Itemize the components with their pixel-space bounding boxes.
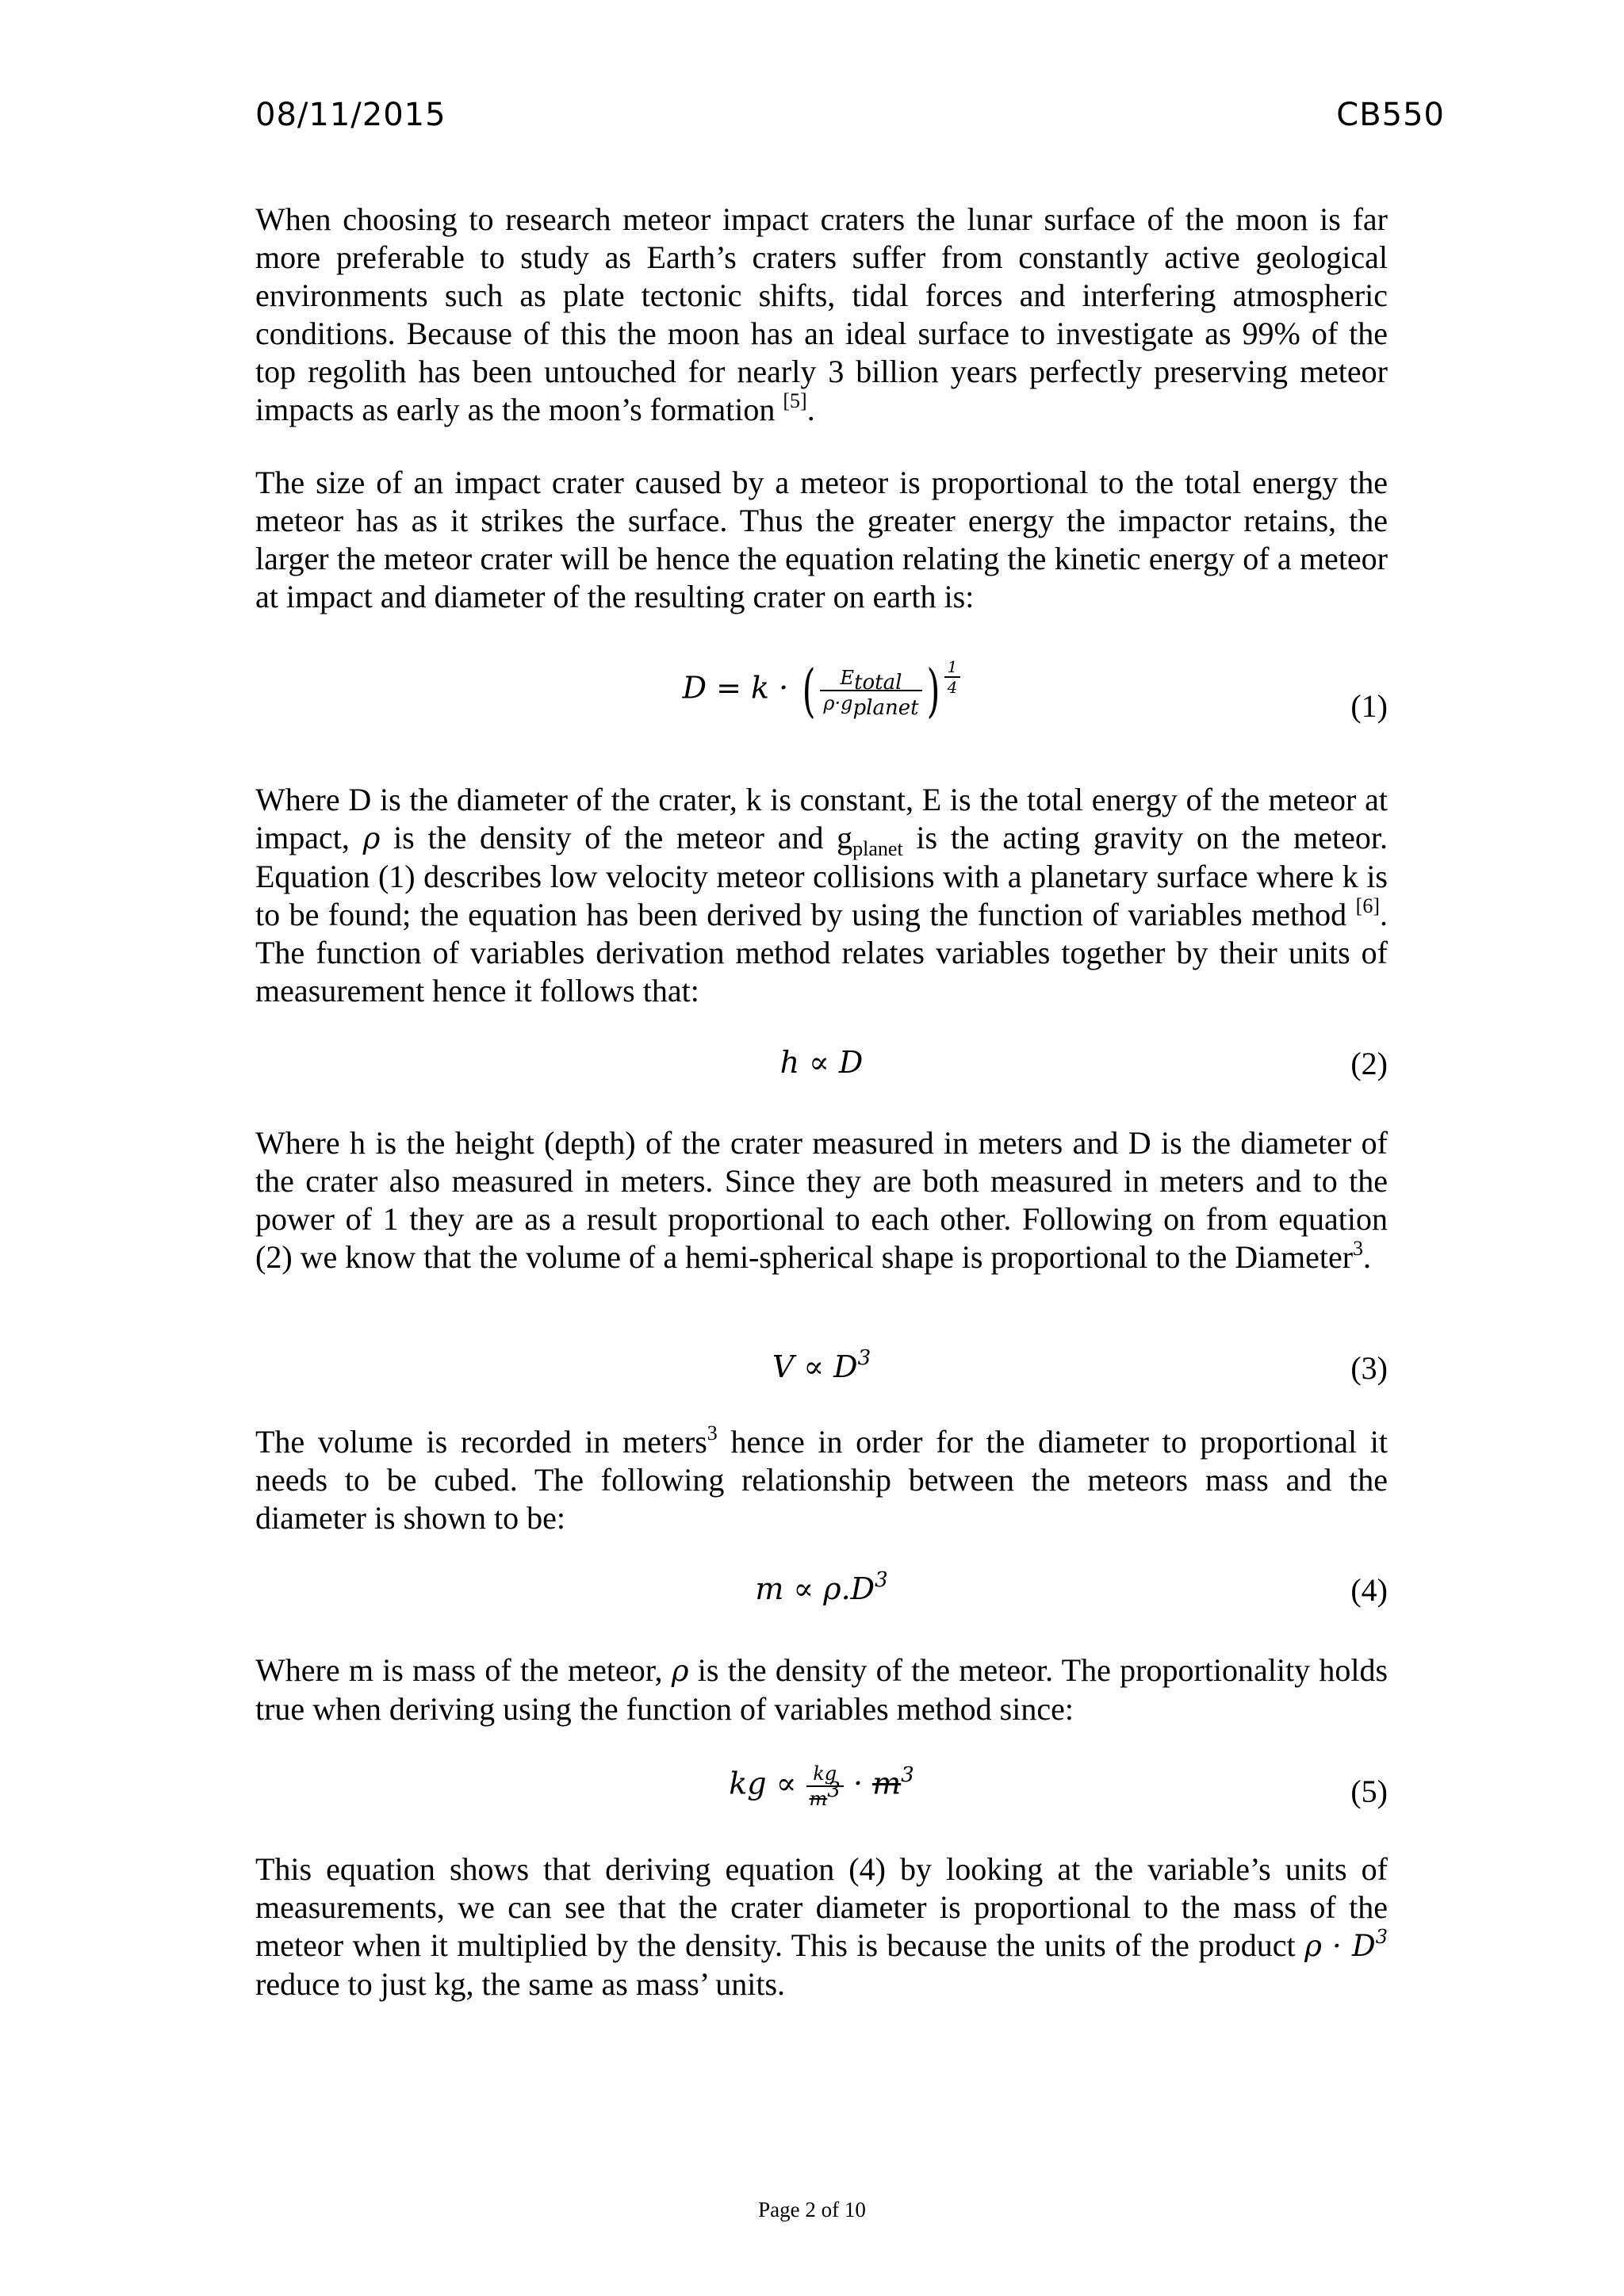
equation-1-close-paren: ) — [926, 657, 940, 724]
rho-symbol: ρ — [671, 1654, 689, 1688]
equation-1-numerator-sub: total — [854, 670, 902, 695]
equation-1-lhs: D = k · — [682, 670, 789, 706]
header-course-code: CB550 — [1336, 97, 1445, 133]
equation-3-body — [255, 1346, 1388, 1384]
equation-5-rhs: m — [872, 1766, 902, 1801]
paragraph-7-math: ρ · D — [1304, 1929, 1376, 1963]
equation-4-sup: 3 — [875, 1568, 888, 1593]
paragraph-1-end: . — [806, 392, 815, 427]
paragraph-7-text-a: This equation shows that deriving equation (4) by looking at the variable’s units of measurements, we can see that the crater diameter is proportional to the mass of the meteor when it multiplied by the density. This is because the units of the product — [255, 1851, 1388, 1963]
paragraph-5-text-a: The volume is recorded in meters — [255, 1424, 707, 1460]
equation-1-exponent — [944, 657, 961, 697]
paragraph-4 — [255, 1124, 1388, 1276]
paragraph-1-text: When choosing to research meteor impact craters the lunar surface of the moon is far more preferable to study as Earth’s craters suffer from constantly active geological environments such as plate tectonic shifts, tidal forces and interfering atmospheric conditions. Because of this the moon has an ideal surface to investigate as 99% of the top regolith has been untouched for nearly 3 billion years perfectly preserving meteor impacts as early as the moon’s formation — [255, 201, 1388, 427]
equation-4-body — [255, 1568, 1388, 1606]
equation-2-body: h ∝ D — [779, 1045, 864, 1080]
equation-1 — [255, 657, 1388, 757]
equation-1-body — [255, 657, 1388, 724]
equation-5 — [255, 1762, 1388, 1833]
paragraph-5 — [255, 1423, 1388, 1537]
equation-3-expr: V ∝ D — [772, 1349, 858, 1384]
paragraph-3-text-a: Where D is the diameter of the crater, k is constant, E is the total energy of the meteor at impact, — [255, 782, 1388, 855]
citation-6: [6] — [1355, 894, 1380, 917]
equation-5-rhs-sup: 3 — [901, 1762, 914, 1787]
paragraph-2 — [255, 464, 1388, 616]
equation-4 — [255, 1568, 1388, 1619]
paragraph-3-text-c: is the acting gravity on the meteor. Equation (1) describes low velocity meteor collisions with a planetary surface where k is to be found; the equation has been derived by using the function of variables method — [255, 820, 1388, 932]
equation-2-number: (2) — [1350, 1046, 1388, 1081]
paragraph-4-text: Where h is the height (depth) of the crater measured in meters and D is the diameter of the crater also measured in meters. Since they are both measured in meters and to the power of 1 they are as a result proportional to each other. Following on from equation (2) we know that the volume of a hemi-spherical shape is proportional to the Diameter — [255, 1125, 1388, 1275]
citation-5: [5] — [783, 388, 807, 412]
paragraph-3 — [255, 781, 1388, 1010]
equation-4-number: (4) — [1350, 1572, 1388, 1608]
equation-5-denominator: m — [809, 1788, 828, 1810]
equation-5-denominator-sup: 3 — [827, 1778, 841, 1802]
g-planet-subscript: planet — [852, 837, 903, 860]
equation-1-open-paren: ( — [802, 657, 816, 724]
equation-5-fraction — [806, 1762, 844, 1811]
equation-3-number: (3) — [1350, 1350, 1388, 1386]
paragraph-1 — [255, 201, 1388, 429]
header-date: 08/11/2015 — [255, 97, 446, 133]
equation-1-fraction — [820, 666, 921, 720]
equation-5-number: (5) — [1350, 1774, 1388, 1809]
paragraph-2-text: The size of an impact crater caused by a meteor is proportional to the total energy the meteor has as it strikes the surface. Thus the greater energy the impactor retains, the larger the meteor crater will be hence the equation relating the kinetic energy of a meteor at impact and diameter of the resulting crater on earth is: — [255, 465, 1388, 614]
equation-5-lhs: kg ∝ — [729, 1766, 797, 1801]
equation-1-numerator: E — [840, 667, 855, 689]
equation-2 — [255, 1045, 1388, 1093]
equation-3-sup: 3 — [857, 1346, 871, 1371]
equation-1-number: (1) — [1350, 688, 1388, 724]
equation-1-exponent-den: 4 — [947, 678, 958, 697]
equation-3 — [255, 1346, 1388, 1397]
paragraph-5-superscript: 3 — [707, 1421, 718, 1445]
equation-5-dot: · — [852, 1766, 864, 1801]
equation-1-denominator-sub: planet — [852, 695, 919, 720]
equation-5-body — [255, 1762, 1388, 1811]
paragraph-6-text-b: is the density of the meteor. The proportionality holds true when deriving using the function of variables method since: — [255, 1652, 1388, 1727]
equation-1-denominator: ρ·g — [823, 692, 853, 714]
paragraph-4-end: . — [1363, 1239, 1372, 1275]
equation-1-exponent-num: 1 — [944, 657, 961, 678]
paragraph-3-text-d: . The function of variables derivation method relates variables together by their units of measurement hence it follows that: — [255, 897, 1388, 1008]
equation-4-expr: m ∝ ρ.D — [755, 1571, 875, 1606]
paragraph-6-text-a: Where m is mass of the meteor, — [255, 1652, 663, 1688]
paragraph-7-text-b: reduce to just kg, the same as mass’ units. — [255, 1966, 786, 2002]
paragraph-7-math-sup: 3 — [1375, 1925, 1388, 1948]
equation-5-numerator: kg — [806, 1762, 844, 1787]
paragraph-6 — [255, 1651, 1388, 1728]
paragraph-5-text-b: hence in order for the diameter to proportional it needs to be cubed. The following relationship between the meteors mass and the diameter is shown to be: — [255, 1424, 1388, 1536]
paragraph-7 — [255, 1850, 1388, 2003]
page-number: Page 2 of 10 — [758, 2198, 866, 2221]
paragraph-4-superscript: 3 — [1353, 1236, 1364, 1260]
paragraph-3-text-b: is the density of the meteor and g — [393, 820, 853, 855]
rho-symbol: ρ — [362, 821, 381, 855]
